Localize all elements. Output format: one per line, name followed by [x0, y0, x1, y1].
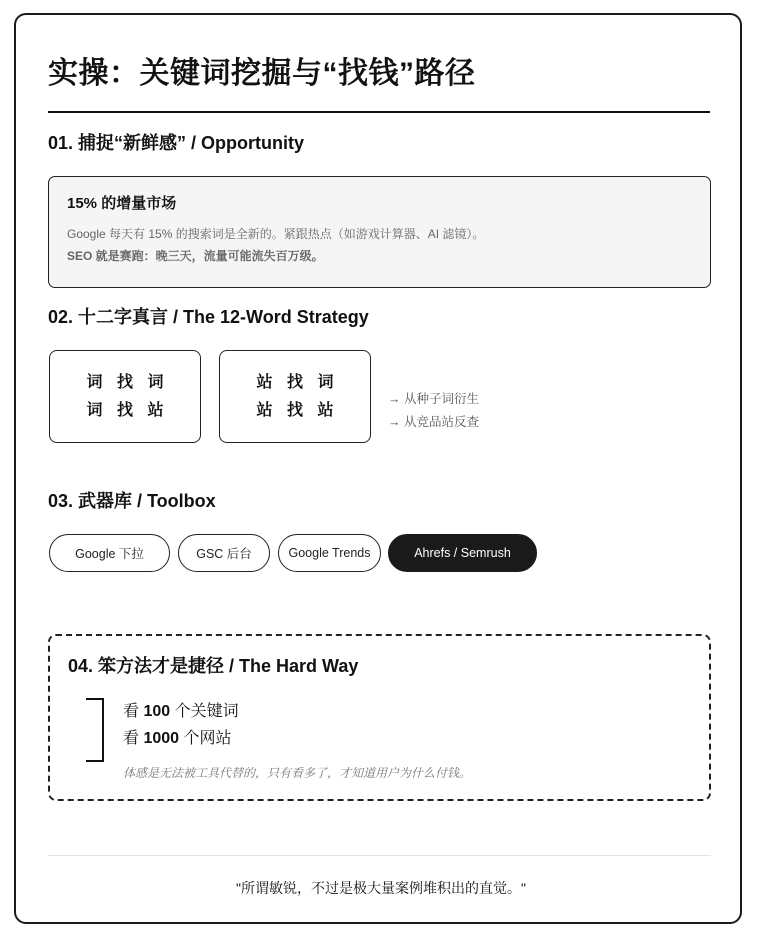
page-title: 实操：关键词挖掘与“找钱”路径: [48, 57, 476, 90]
strategy-note-seed: → 从种子词衍生: [388, 392, 479, 406]
opportunity-line-1: Google 每天有 15% 的搜索词是全新的。紧跟热点（如游戏计算器、AI 滤镜）。: [67, 227, 485, 241]
strategy-phrase: 站 找 词: [256, 373, 339, 391]
strategy-box-site: [219, 350, 371, 443]
bracket-decoration: [86, 698, 104, 762]
hard-way-suffix: 个网站: [179, 730, 232, 747]
opportunity-box: [48, 176, 711, 288]
hard-way-line-sites: [123, 725, 232, 748]
tool-tag-gsc: GSC 后台: [178, 534, 270, 572]
site-count: 1000: [143, 730, 180, 747]
hard-way-line-keywords: [123, 698, 239, 721]
section-toolbox-heading: 03. 武器库 / Toolbox: [48, 491, 216, 511]
opportunity-box-title: 15% 的增量市场: [67, 195, 177, 212]
tool-tag-ahrefs-semrush: Ahrefs / Semrush: [388, 534, 537, 572]
footer-quote: "所谓敏锐，不过是极大量案例堆积出的直觉。": [236, 880, 526, 896]
keyword-count: 100: [143, 703, 171, 720]
strategy-phrase: 站 找 站: [256, 401, 339, 419]
hard-way-suffix: 个关键词: [170, 703, 239, 720]
section-opportunity-heading: 01. 捕捉“新鲜感” / Opportunity: [48, 133, 305, 153]
tool-tag-google-suggest: Google 下拉: [49, 534, 170, 572]
strategy-phrase: 词 找 词: [86, 373, 169, 391]
hard-way-prefix: 看: [123, 703, 144, 720]
hard-way-prefix: 看: [123, 730, 144, 747]
strategy-note-competitor: → 从竞品站反查: [388, 415, 479, 429]
section-hard-way-heading: 04. 笨方法才是捷径 / The Hard Way: [68, 656, 359, 676]
opportunity-line-2: SEO 就是赛跑：晚三天，流量可能流失百万级。: [67, 249, 324, 263]
strategy-box-word: [49, 350, 201, 443]
section-strategy-heading: 02. 十二字真言 / The 12-Word Strategy: [48, 307, 369, 327]
tool-tag-google-trends: Google Trends: [278, 534, 381, 572]
title-divider: [48, 111, 710, 113]
strategy-phrase: 词 找 站: [86, 401, 169, 419]
hard-way-note: 体感是无法被工具代替的，只有看多了，才知道用户为什么付钱。: [123, 766, 472, 780]
footer-divider: [48, 855, 711, 856]
